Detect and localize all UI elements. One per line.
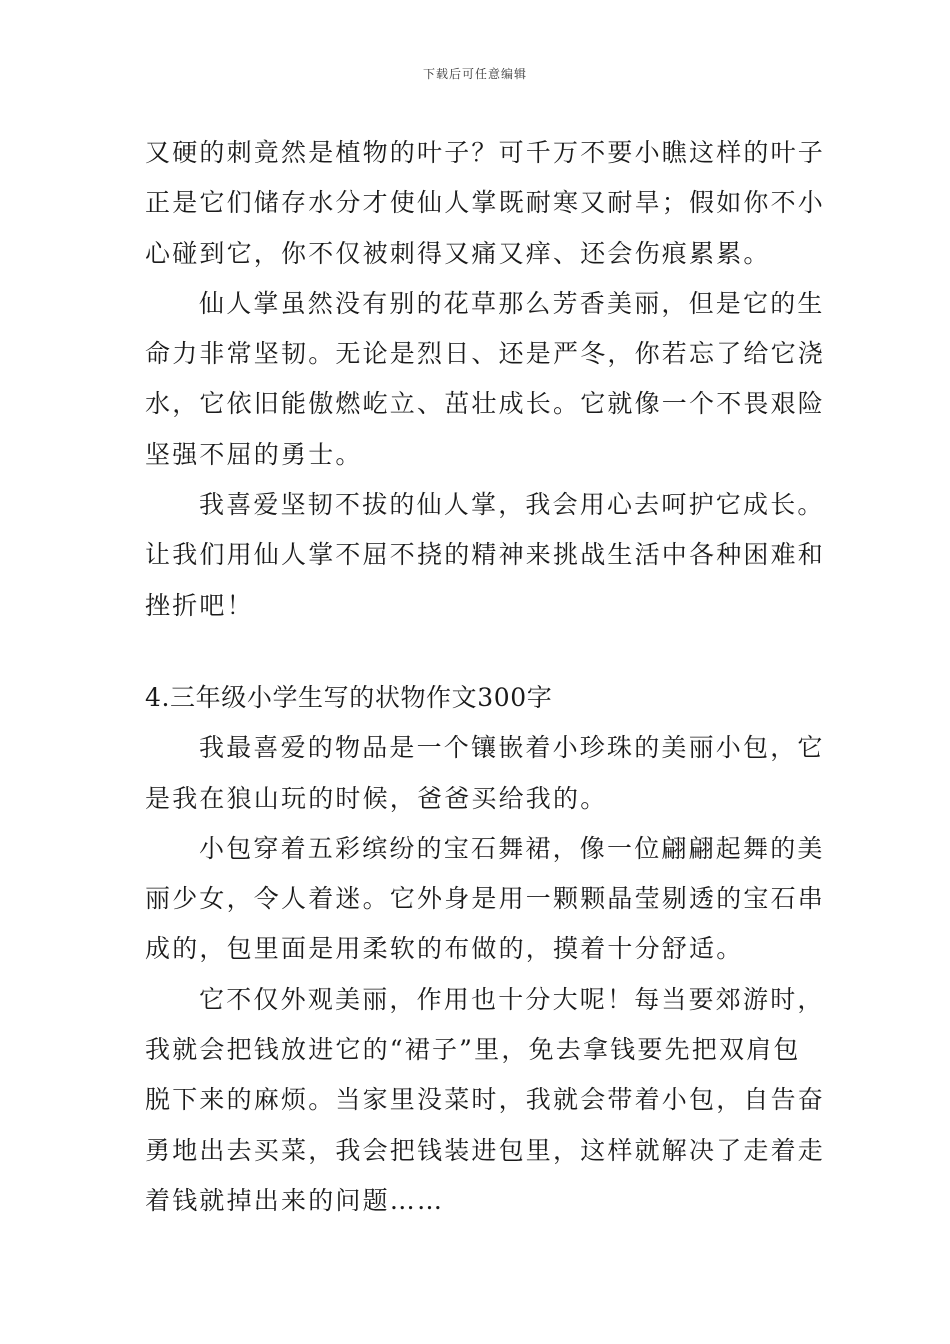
paragraph-cactus-vitality — [145, 279, 826, 480]
text-line: 它不仅外观美丽，作用也十分大呢！每当要郊游时， — [199, 984, 825, 1014]
paragraph-bag-usefulness — [145, 975, 826, 1226]
section-heading: 4.三年级小学生写的状物作文300字 — [145, 682, 553, 712]
text-line: 勇地出去买菜，我会把钱装进包里，这样就解决了走着走 — [145, 1135, 826, 1165]
text-line: 是我在狼山玩的时候，爸爸买给我的。 — [145, 783, 608, 813]
text-line: 坚强不屈的勇士。 — [145, 439, 363, 469]
text-line: 成的，包里面是用柔软的布做的，摸着十分舒适。 — [145, 934, 744, 964]
section-spacer — [145, 631, 805, 673]
text-line: 着钱就掉出来的问题…… — [145, 1185, 445, 1215]
paragraph-bag-intro — [145, 723, 825, 824]
text-line: 我喜爱坚韧不拔的仙人掌，我会用心去呵护它成长。 — [199, 490, 825, 520]
paragraph-bag-appearance — [145, 824, 826, 975]
text-line: 心碰到它，你不仅被刺得又痛又痒、还会伤痕累累。 — [145, 238, 771, 268]
paragraph-cactus-thorns — [145, 128, 826, 279]
paragraph-cactus-conclusion — [145, 480, 826, 631]
page-header: 下载后可任意编辑 — [422, 67, 527, 81]
text-line: 我最喜爱的物品是一个镶嵌着小珍珠的美丽小包，它 — [199, 733, 825, 763]
text-line: 脱下来的麻烦。当家里没菜时，我就会带着小包，自告奋 — [145, 1085, 826, 1115]
text-line: 我就会把钱放进它的“裙子”里，免去拿钱要先把双肩包 — [145, 1035, 801, 1065]
text-line: 丽少女，令人着迷。它外身是用一颗颗晶莹剔透的宝石串 — [145, 884, 826, 914]
text-line: 仙人掌虽然没有别的花草那么芳香美丽，但是它的生 — [199, 288, 825, 318]
text-line: 又硬的刺竟然是植物的叶子？可千万不要小瞧这样的叶子 — [145, 138, 826, 167]
text-line: 正是它们储存水分才使仙人掌既耐寒又耐旱；假如你不小 — [145, 188, 826, 218]
text-line: 水，它依旧能傲燃屹立、茁壮成长。它就像一个不畏艰险 — [145, 389, 826, 419]
document-body — [145, 128, 826, 1226]
text-line: 小包穿着五彩缤纷的宝石舞裙，像一位翩翩起舞的美 — [199, 833, 825, 863]
text-line: 挫折吧！ — [145, 590, 254, 620]
text-line: 命力非常坚韧。无论是烈日、还是严冬，你若忘了给它浇 — [145, 339, 826, 369]
text-line: 让我们用仙人掌不屈不挠的精神来挑战生活中各种困难和 — [145, 540, 826, 570]
